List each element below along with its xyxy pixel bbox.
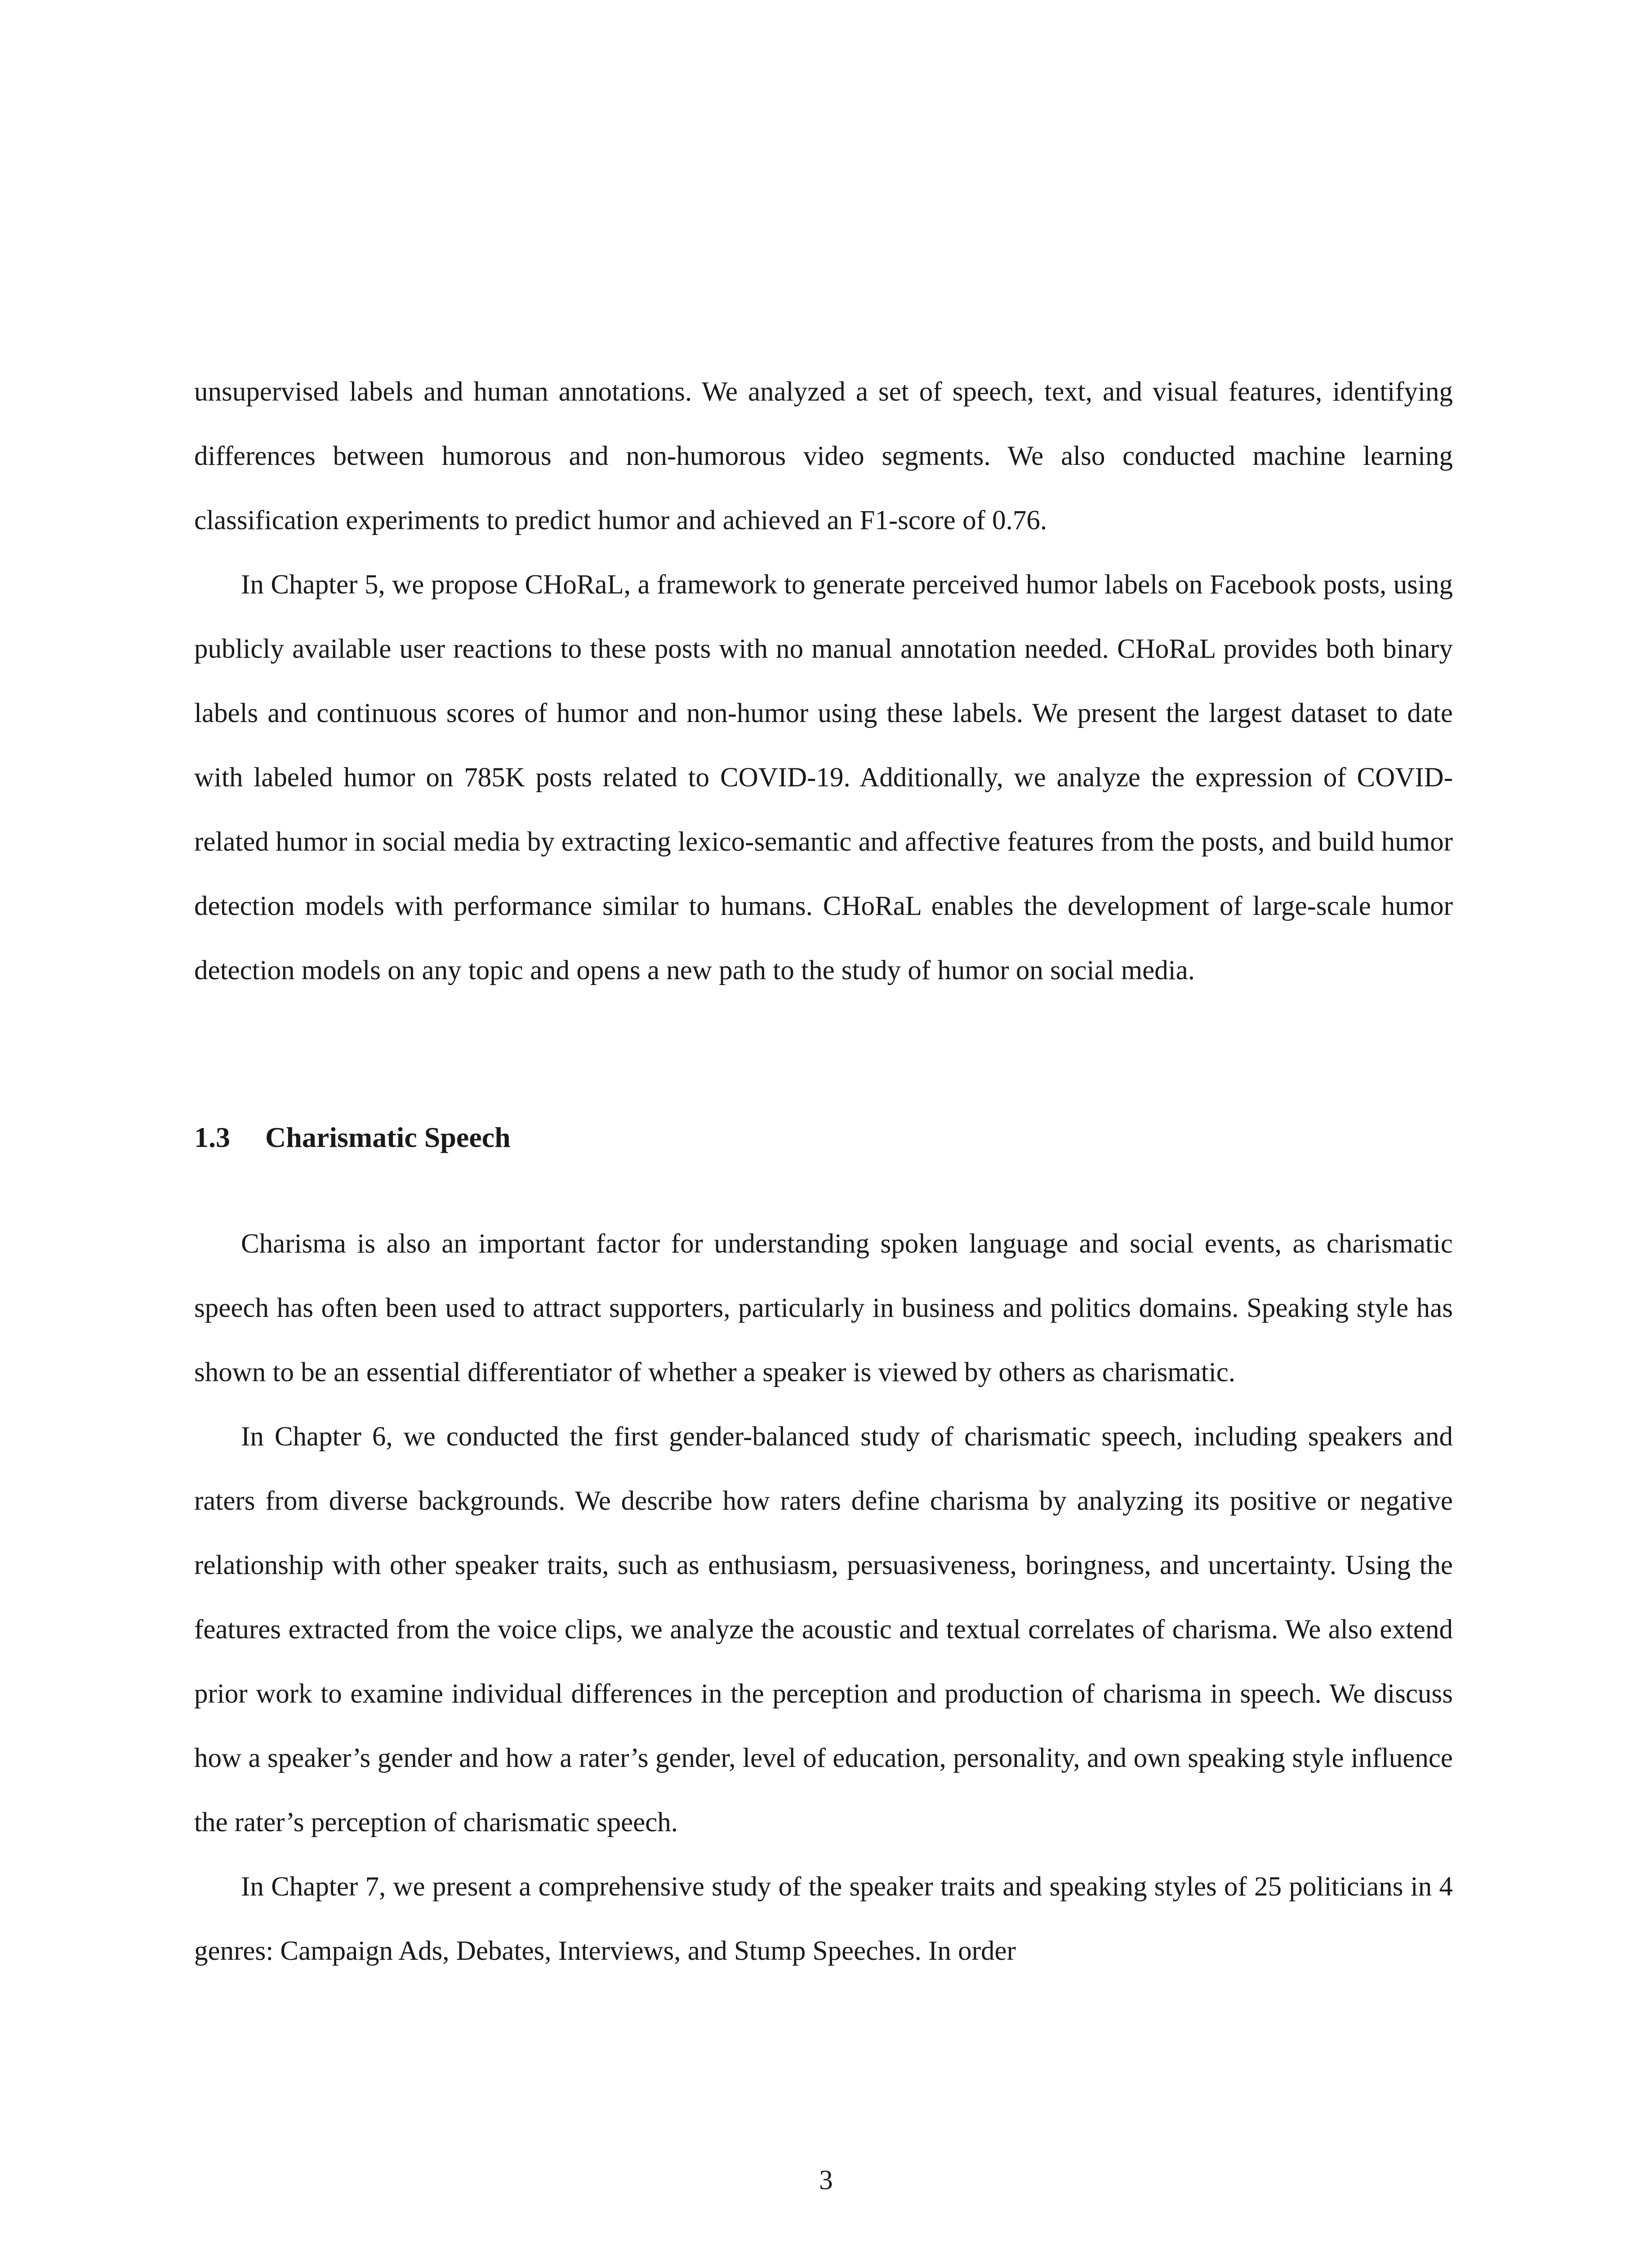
paragraph-humor-video-continued: unsupervised labels and human annotations. We analyzed a set of speech, text, and visual features, identifying differences between humorous and non-humorous video segments. We also conducted machine learning classification experiments to predict humor and achieved an F1-score of 0.76. (194, 377, 1453, 535)
paragraph-chapter-5: In Chapter 5, we propose CHoRaL, a framework to generate perceived humor labels on Facebook posts, using publicly available user reactions to these posts with no manual annotation needed. CHoRaL provides both binary labels and continuous scores of humor and non-humor using these labels. We present the largest dataset to date with labeled humor on 785K posts related to COVID-19. Additionally, we analyze the expression of COVID-related humor in social media by extracting lexico-semantic and affective features from the posts, and build humor detection models with performance similar to humans. CHoRaL enables the development of large-scale humor detection models on any topic and opens a new path to the study of humor on social media. (194, 570, 1453, 986)
section-text-block (194, 1212, 1453, 1983)
paragraph-chapter-6: In Chapter 6, we conducted the first gender-balanced study of charismatic speech, including speakers and raters from diverse backgrounds. We describe how raters define charisma by analyzing its positive or negative relationship with other speaker traits, such as enthusiasm, persuasiveness, boringness, and uncertainty. Using the features extracted from the voice clips, we analyze the acoustic and textual correlates of charisma. We also extend prior work to examine individual differences in the perception and production of charisma in speech. We discuss how a speaker’s gender and how a rater’s gender, level of education, personality, and own speaking style influence the rater’s perception of charismatic speech. (194, 1422, 1453, 1838)
intro-text-block (194, 360, 1453, 1003)
paragraph-chapter-7: In Chapter 7, we present a comprehensive study of the speaker traits and speaking styles of 25 politicians in 4 genres: Campaign Ads, Debates, Interviews, and Stump Speeches. In order (194, 1872, 1453, 1966)
section-number: 1.3 (194, 1121, 230, 1153)
section-heading (194, 1115, 511, 1160)
section-title: Charismatic Speech (265, 1121, 511, 1153)
page-number: 3 (819, 2165, 833, 2195)
paragraph-charisma-intro: Charisma is also an important factor for understanding spoken language and social events, as charismatic speech has often been used to attract supporters, particularly in business and politics domains. Speaking style has shown to be an essential differentiator of whether a speaker is viewed by others as charismatic. (194, 1229, 1453, 1387)
